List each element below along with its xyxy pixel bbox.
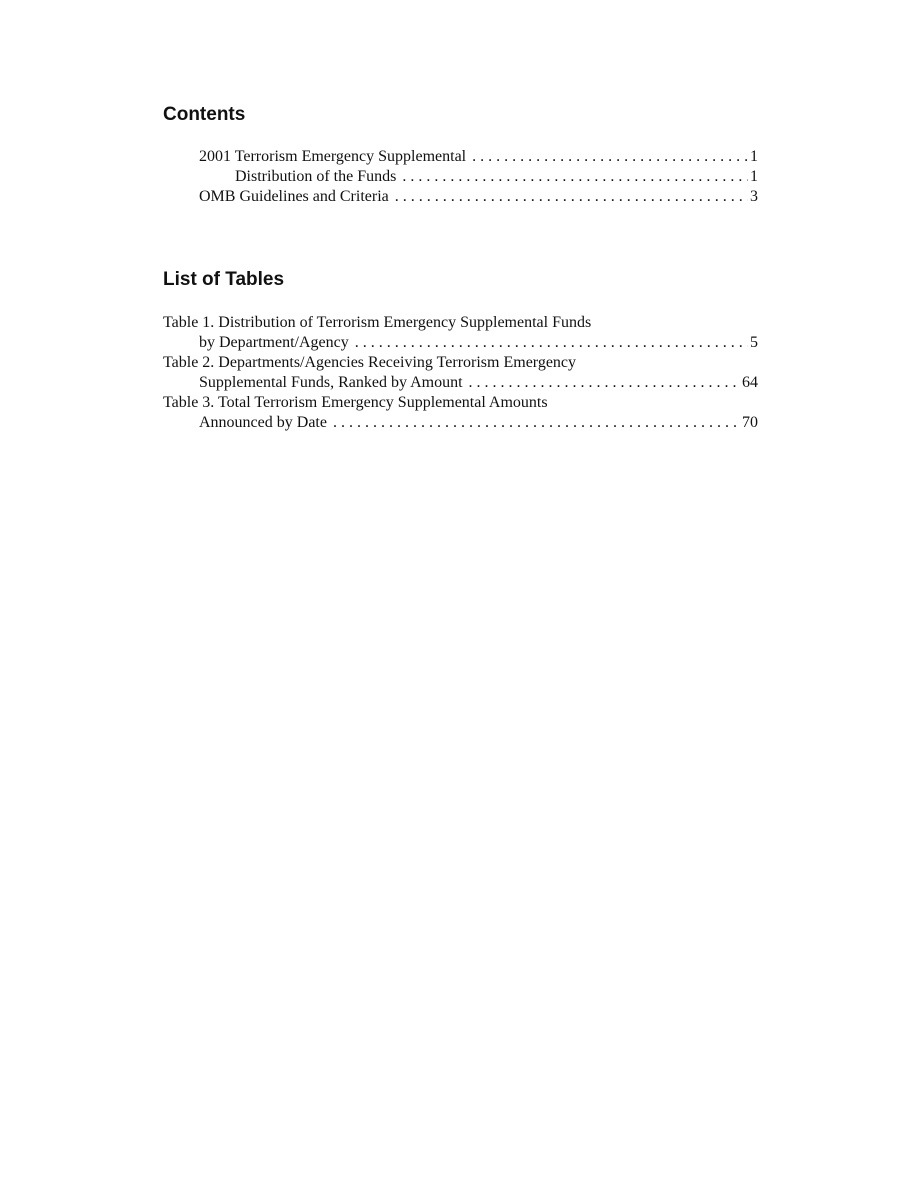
table-entry-title-continued: by Department/Agency [199,334,349,351]
list-of-tables-heading: List of Tables [163,269,285,290]
toc-entry-title: OMB Guidelines and Criteria [199,188,389,205]
dot-leader [355,333,748,353]
dot-leader [402,167,748,187]
table-entry-title: Table 1. Distribution of Terrorism Emergency Supplemental Funds [163,314,592,331]
table-entry-3[interactable] [163,393,758,433]
dot-leader [333,413,740,433]
toc-page-number: 1 [750,148,758,165]
dot-leader [469,373,740,393]
table-entry-title-continued: Announced by Date [199,414,327,431]
table-entry-line2 [163,333,758,353]
table-entry-title-continued: Supplemental Funds, Ranked by Amount [199,374,463,391]
table-entry-line2 [163,413,758,433]
toc-entry-title: Distribution of the Funds [235,168,397,185]
contents-heading: Contents [163,104,246,125]
list-of-tables [163,313,758,433]
toc-entry-distribution-of-funds[interactable] [163,167,758,187]
toc-page-number: 1 [750,168,758,185]
table-entry-title: Table 2. Departments/Agencies Receiving Terrorism Emergency [163,354,577,371]
dot-leader [472,147,748,167]
table-page-number: 5 [750,334,758,351]
table-entry-1[interactable] [163,313,758,353]
table-entry-line1 [163,353,758,373]
table-page-number: 70 [742,414,758,431]
table-page-number: 64 [742,374,758,391]
table-entry-line2 [163,373,758,393]
table-entry-title: Table 3. Total Terrorism Emergency Supplemental Amounts [163,394,548,411]
toc-entry-terrorism-emergency-supplemental[interactable] [163,147,758,167]
dot-leader [395,187,748,207]
toc-entry-omb-guidelines[interactable] [163,187,758,207]
toc-page-number: 3 [750,188,758,205]
table-entry-line1 [163,313,758,333]
toc-entry-title: 2001 Terrorism Emergency Supplemental [199,148,467,165]
contents-list [163,147,758,207]
table-entry-line1 [163,393,758,413]
table-entry-2[interactable] [163,353,758,393]
